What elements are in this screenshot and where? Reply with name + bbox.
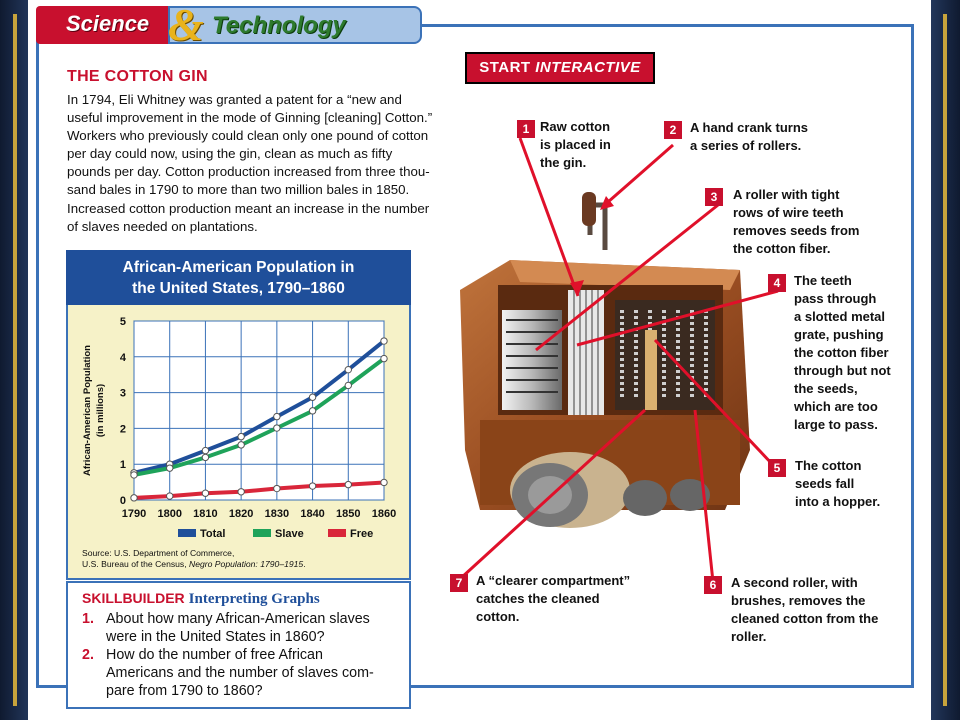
intro-line: sand bales in 1790 to more than two million bales in 1850. xyxy=(67,182,410,198)
start-button-text-italic: INTERACTIVE xyxy=(535,59,641,76)
callout-line: seeds fall xyxy=(795,476,855,491)
x-tick-label: 1840 xyxy=(300,508,325,520)
pointer-lines xyxy=(440,110,780,590)
intro-line: In 1794, Eli Whitney was granted a patent for a “new and xyxy=(67,92,402,107)
data-point-total xyxy=(274,413,280,419)
pointer-4 xyxy=(577,291,778,345)
callout-line: the cotton fiber. xyxy=(733,241,831,256)
banner-ampersand: & xyxy=(168,0,204,50)
callout-line: is placed in xyxy=(540,137,611,152)
callout-line: catches the cleaned xyxy=(476,591,600,606)
y-tick-label: 0 xyxy=(119,495,126,507)
start-interactive-button[interactable] xyxy=(465,52,655,84)
callout-line: A roller with tight xyxy=(733,187,840,202)
plot-area xyxy=(134,321,384,500)
data-point-slave xyxy=(131,472,137,478)
banner-technology-text: Technology xyxy=(212,12,346,39)
pointer-2 xyxy=(608,145,673,202)
source-period: . xyxy=(303,559,306,569)
question-number: 2. xyxy=(82,647,94,663)
question-line: were in the United States in 1860? xyxy=(106,629,325,645)
legend-label-slave: Slave xyxy=(275,528,304,540)
data-point-total xyxy=(309,394,315,400)
callout-3 xyxy=(733,186,859,258)
data-point-free xyxy=(381,479,387,485)
y-tick-label: 5 xyxy=(119,316,126,328)
callout-line: roller. xyxy=(731,629,767,644)
data-point-total xyxy=(381,338,387,344)
skillbuilder-subtitle: Interpreting Graphs xyxy=(188,591,320,607)
data-point-free xyxy=(309,483,315,489)
callout-line: The cotton xyxy=(795,458,862,473)
source-text: U.S. Bureau of the Census, xyxy=(82,559,190,569)
callout-2 xyxy=(690,119,808,155)
pointer-6 xyxy=(695,410,713,582)
question-2 xyxy=(82,646,402,700)
data-point-total xyxy=(238,433,244,439)
data-point-slave xyxy=(309,408,315,414)
question-1 xyxy=(82,610,402,646)
data-point-free xyxy=(202,490,208,496)
intro-line: of slaves needed on plantations. xyxy=(67,218,258,234)
y-tick-label: 1 xyxy=(119,459,126,472)
x-tick-label: 1790 xyxy=(121,508,147,520)
callout-line: A hand crank turns xyxy=(690,120,808,135)
pointer-7 xyxy=(461,410,645,578)
callout-7 xyxy=(476,572,630,626)
pointer-5 xyxy=(655,340,774,466)
callout-line: the seeds, xyxy=(794,381,858,396)
legend-swatch-total xyxy=(178,529,196,537)
callout-4 xyxy=(794,272,891,434)
chart-title-line: the United States, 1790–1860 xyxy=(132,280,345,297)
legend-label-free: Free xyxy=(350,528,374,540)
start-button-text: START xyxy=(479,59,536,76)
data-point-slave xyxy=(238,442,244,448)
x-tick-label: 1800 xyxy=(157,508,182,520)
skillbuilder-label: SKILLBUILDER xyxy=(82,590,185,606)
y-axis-label-units: (in millions) xyxy=(95,383,106,438)
frame-stripe-left xyxy=(13,14,17,706)
intro-line: Workers who previously could clean only one pound of cotton xyxy=(67,128,429,144)
intro-line: useful improvement in the mode of Ginning [cleaning] Cotton.” xyxy=(67,110,433,126)
callout-badge-1: 1 xyxy=(517,120,535,138)
skillbuilder-title xyxy=(82,590,320,608)
callout-badge-6: 6 xyxy=(704,576,722,594)
callout-1 xyxy=(540,118,611,172)
data-point-free xyxy=(345,481,351,487)
legend-label-total: Total xyxy=(200,528,226,540)
question-line: About how many African-American slaves xyxy=(106,611,370,627)
callout-line: Raw cotton xyxy=(540,119,611,134)
x-tick-label: 1860 xyxy=(371,508,397,520)
data-point-free xyxy=(131,495,137,501)
data-point-slave xyxy=(167,465,173,471)
callout-badge-7: 7 xyxy=(450,574,468,592)
question-line: How do the number of free African xyxy=(106,647,323,663)
callout-line: cotton. xyxy=(476,609,520,624)
banner-science xyxy=(36,6,172,44)
intro-line: Increased cotton production meant an increase in the number xyxy=(67,200,430,216)
callout-line: removes seeds from xyxy=(733,223,860,238)
data-point-slave xyxy=(381,355,387,361)
x-tick-label: 1850 xyxy=(336,508,361,520)
line-chart xyxy=(66,305,411,548)
data-point-total xyxy=(345,366,351,372)
callout-line: through but not xyxy=(794,363,891,378)
y-tick-label: 4 xyxy=(119,351,126,364)
callout-badge-3: 3 xyxy=(705,188,723,206)
callout-5 xyxy=(795,457,880,511)
y-tick-label: 2 xyxy=(119,423,126,436)
data-point-slave xyxy=(202,454,208,460)
callout-line: A second roller, with xyxy=(731,575,858,590)
banner-technology xyxy=(168,6,422,44)
source-line: Source: U.S. Department of Commerce, xyxy=(82,548,235,558)
callout-line: The teeth xyxy=(794,273,852,288)
callout-line: a series of rollers. xyxy=(690,138,802,153)
pointer-3 xyxy=(536,205,718,350)
callout-line: pass through xyxy=(794,291,877,306)
callout-6 xyxy=(731,574,878,646)
question-number: 1. xyxy=(82,611,94,627)
data-point-slave xyxy=(274,425,280,431)
callout-line: a slotted metal xyxy=(794,309,886,324)
data-point-slave xyxy=(345,382,351,388)
callout-badge-5: 5 xyxy=(768,459,786,477)
callout-line: into a hopper. xyxy=(795,494,881,509)
callout-line: the cotton fiber xyxy=(794,345,889,360)
source-line xyxy=(82,559,402,570)
callout-line: the gin. xyxy=(540,155,587,170)
data-point-total xyxy=(202,447,208,453)
intro-line: per day could now, using the gin, clean as much as fifty xyxy=(67,146,393,162)
intro-paragraph xyxy=(67,91,479,236)
chart-source xyxy=(82,548,402,570)
data-point-free xyxy=(274,485,280,491)
callout-line: which are too xyxy=(794,399,878,414)
callout-line: A “clearer compartment” xyxy=(476,573,631,588)
y-axis-label: African-American Population xyxy=(82,345,93,476)
data-point-free xyxy=(238,489,244,495)
callout-line: rows of wire teeth xyxy=(733,205,844,220)
section-title: THE COTTON GIN xyxy=(67,68,208,85)
frame-stripe-right xyxy=(943,14,947,706)
x-tick-label: 1820 xyxy=(228,508,254,520)
intro-line: pounds per day. Cotton production increased from three thou- xyxy=(67,164,430,180)
legend-swatch-slave xyxy=(253,529,271,537)
chart-title xyxy=(66,250,411,305)
y-tick-label: 3 xyxy=(119,387,126,400)
question-line: Americans and the number of slaves com- xyxy=(106,665,374,681)
chart-title-line: African-American Population in xyxy=(122,259,355,276)
banner-science-text: Science xyxy=(66,11,150,36)
callout-line: brushes, removes the xyxy=(731,593,866,608)
data-point-free xyxy=(167,493,173,499)
source-title: Negro Population: 1790–1915 xyxy=(189,559,304,569)
x-tick-label: 1810 xyxy=(193,508,218,520)
callout-badge-4: 4 xyxy=(768,274,786,292)
callout-line: grate, pushing xyxy=(794,327,884,342)
callout-line: large to pass. xyxy=(794,417,878,432)
x-tick-label: 1830 xyxy=(264,508,290,520)
legend-swatch-free xyxy=(328,529,346,537)
callout-line: cleaned cotton from the xyxy=(731,611,879,626)
callout-badge-2: 2 xyxy=(664,121,682,139)
question-line: pare from 1790 to 1860? xyxy=(106,683,263,699)
